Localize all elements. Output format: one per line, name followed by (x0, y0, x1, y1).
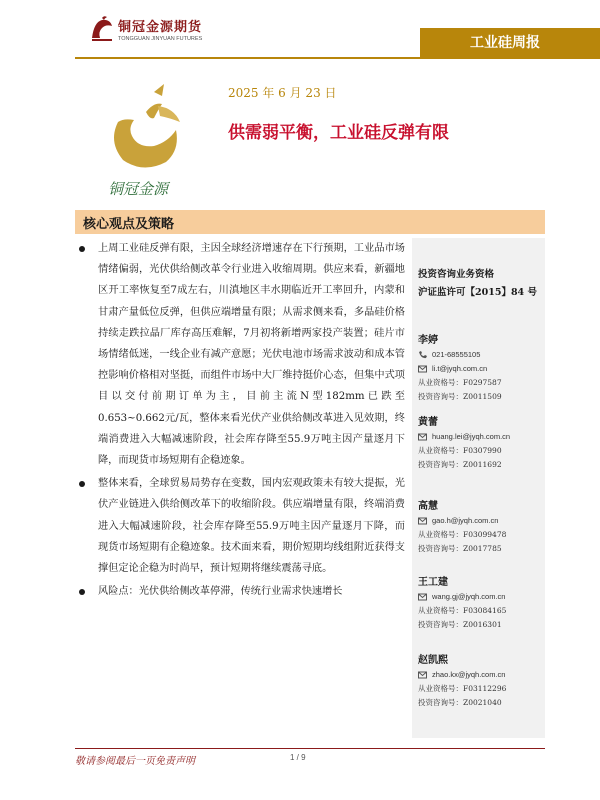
analyst-email[interactable]: gao.h@jyqh.com.cn (418, 514, 543, 528)
bullet-text: 风险点：光伏供给侧改革停滞，传统行业需求快速增长 (98, 586, 343, 598)
analyst-advisory-number: 投资咨询号：Z0021040 (418, 698, 502, 707)
analyst-card (418, 334, 543, 404)
logo-mark-icon (88, 14, 116, 44)
footer-disclaimer: 敬请参阅最后一页免责声明 (75, 756, 195, 767)
footer-divider (75, 748, 545, 749)
analyst-qualification: 从业资格号：F03099478 (418, 530, 507, 539)
analyst-card (418, 500, 543, 556)
analyst-phone: 021-68555105 (418, 348, 543, 362)
report-date: 2025 年 6 月 23 日 (228, 86, 337, 100)
analyst-name: 高慧 (418, 501, 438, 512)
bullet-item (75, 238, 405, 471)
analyst-sidebar (412, 238, 545, 738)
bullet-dot-icon (79, 481, 85, 487)
analyst-email[interactable]: zhao.kx@jyqh.com.cn (418, 668, 543, 682)
analyst-advisory-number: 投资咨询号：Z0011509 (418, 392, 502, 401)
company-name-en: TONGGUAN JINYUAN FUTURES (118, 36, 203, 42)
license-number: 沪证监许可【2015】84 号 (418, 287, 537, 298)
bullet-item (75, 473, 405, 579)
analyst-advisory-number: 投资咨询号：Z0017785 (418, 544, 502, 553)
analyst-name: 赵凯熙 (418, 655, 448, 666)
analyst-email[interactable]: wang.gj@jyqh.com.cn (418, 590, 543, 604)
analyst-card (418, 416, 543, 472)
bullet-item (75, 581, 405, 602)
header-divider (75, 57, 600, 59)
bullet-dot-icon (79, 589, 85, 595)
mail-icon (418, 593, 427, 601)
analyst-email[interactable]: huang.lei@jyqh.com.cn (418, 430, 543, 444)
page-header (0, 0, 600, 62)
page-number: 1 / 9 (290, 753, 306, 762)
mail-icon (418, 671, 427, 679)
company-name-cn: 铜冠金源期货 (118, 20, 203, 35)
analyst-email[interactable]: li.t@jyqh.com.cn (418, 362, 543, 376)
emblem-label: 铜冠金源 (108, 180, 169, 198)
analyst-advisory-number: 投资咨询号：Z0016301 (418, 620, 502, 629)
report-title: 供需弱平衡，工业硅反弹有限 (228, 123, 449, 143)
analyst-advisory-number: 投资咨询号：Z0011692 (418, 460, 502, 469)
report-type-tag: 工业硅周报 (420, 28, 600, 58)
analyst-qualification: 从业资格号：F0297587 (418, 378, 502, 387)
analyst-card (418, 654, 543, 710)
mail-icon (418, 365, 427, 373)
bullet-text: 整体来看，全球贸易局势存在变数，国内宏观政策未有较大提振，光伏产业链进入供给侧改革下的收缩阶段。供应端增量有限，终端消费进入大幅减速阶段，社会库存降至55.9万吨主因产量逐月下降，而现货市场短期有企稳迹象。技术面来看，期价短期均线组附近获得支撑但定论企稳为时尚早，预计短期将继续震荡寻底。 (98, 478, 405, 575)
license-line: 投资咨询业务资格 (418, 269, 495, 280)
section-header-bar (75, 210, 545, 234)
company-logo (88, 12, 203, 52)
mail-icon (418, 433, 427, 441)
bullet-text: 上周工业硅反弹有限，主因全球经济增速存在下行预期，工业品市场情绪偏弱，光伏供给侧改革令行业进入收缩周期。供应来看，新疆地区开工率恢复至7成左右，川滇地区丰水期临近开工率回升，内蒙和甘肃产量低位反弹，但供应端增量有限；从需求侧来看，多晶硅价格持续走跌拉晶厂库存高压难解，7月初将新增两家投产装置；硅片市场情绪低迷，一线企业有减产意愿；光伏电池市场需求波动和成本管控影响价格相对坚挺，而组件市场中大厂维持挺价心态，但集中式项目以交付前期订单为主，目前主流N型182mm已跌至0.653~0.662元/瓦，整体来看光伏产业供给侧改革进入见效期，终端消费进入大幅减速阶段，社会库存降至55.9万吨主因产量逐月下降，而现货市场短期有企稳迹象。 (98, 243, 405, 467)
brand-emblem-icon (88, 82, 198, 202)
analyst-name: 黄蕾 (418, 417, 438, 428)
analyst-card (418, 576, 543, 632)
section-title: 核心观点及策略 (83, 217, 175, 232)
mail-icon (418, 517, 427, 525)
analyst-qualification: 从业资格号：F03112296 (418, 684, 507, 693)
license-info (418, 266, 537, 302)
analyst-qualification: 从业资格号：F03084165 (418, 606, 507, 615)
analyst-qualification: 从业资格号：F0307990 (418, 446, 502, 455)
phone-icon (418, 351, 427, 359)
main-content (75, 238, 405, 604)
analyst-name: 王工建 (418, 577, 448, 588)
bullet-dot-icon (79, 246, 85, 252)
analyst-name: 李婷 (418, 335, 438, 346)
